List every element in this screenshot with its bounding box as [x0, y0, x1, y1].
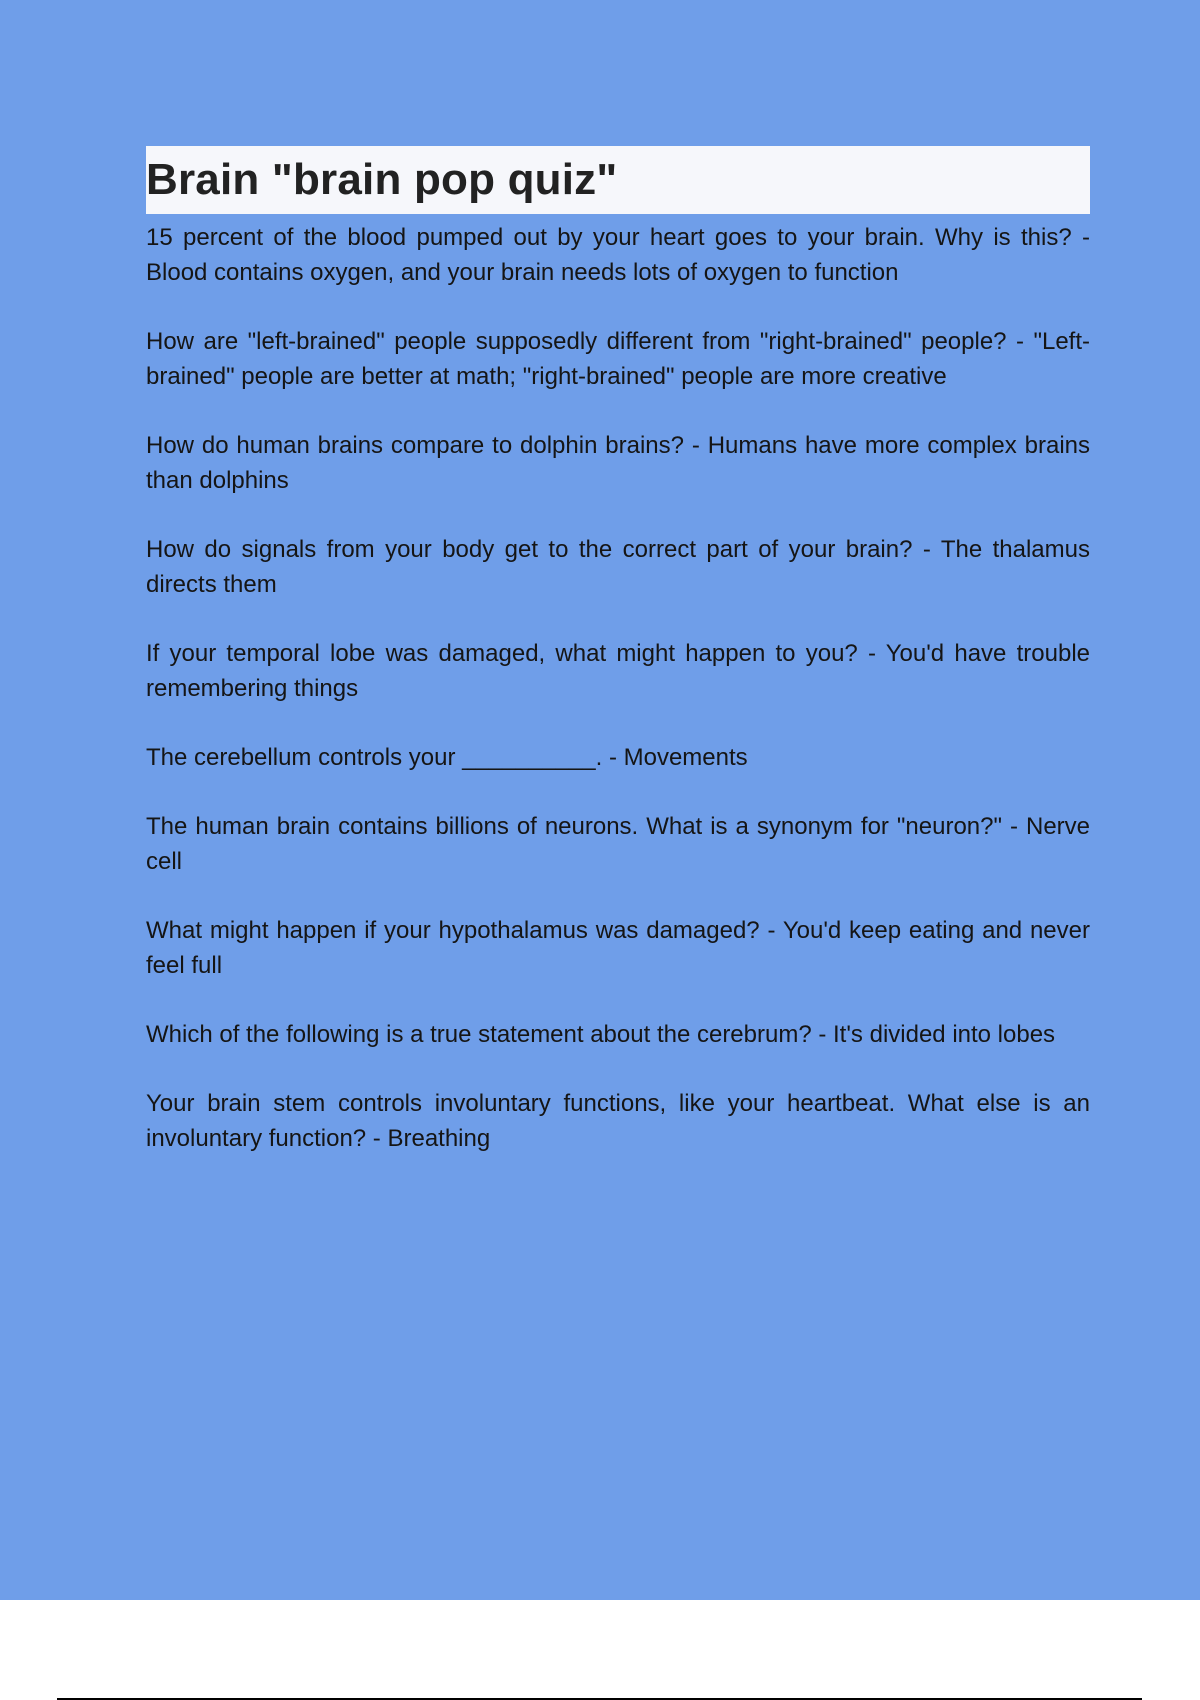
document-content — [146, 146, 1090, 1190]
qa-item: How do signals from your body get to the correct part of your brain? - The thalamus directs them — [146, 536, 1090, 598]
qa-item: If your temporal lobe was damaged, what might happen to you? - You'd have trouble remembering things — [146, 640, 1090, 702]
qa-item: How do human brains compare to dolphin brains? - Humans have more complex brains than dolphins — [146, 432, 1090, 494]
qa-list — [146, 220, 1090, 1156]
title-bar — [146, 146, 1090, 214]
qa-item: What might happen if your hypothalamus was damaged? - You'd keep eating and never feel full — [146, 917, 1090, 979]
qa-item: The human brain contains billions of neurons. What is a synonym for "neuron?" - Nerve cell — [146, 813, 1090, 875]
qa-item: The cerebellum controls your __________. - Movements — [146, 744, 748, 771]
qa-item: Your brain stem controls involuntary functions, like your heartbeat. What else is an involuntary function? - Breathing — [146, 1090, 1090, 1152]
qa-item: How are "left-brained" people supposedly different from "right-brained" people? - "Left-brained" people are better at math; "right-brained" people are more creative — [146, 328, 1090, 390]
page-title: Brain "brain pop quiz" — [146, 155, 618, 204]
qa-item: 15 percent of the blood pumped out by your heart goes to your brain. Why is this? - Blood contains oxygen, and your brain needs lots of oxygen to function — [146, 224, 1090, 286]
qa-item: Which of the following is a true statement about the cerebrum? - It's divided into lobes — [146, 1021, 1056, 1048]
